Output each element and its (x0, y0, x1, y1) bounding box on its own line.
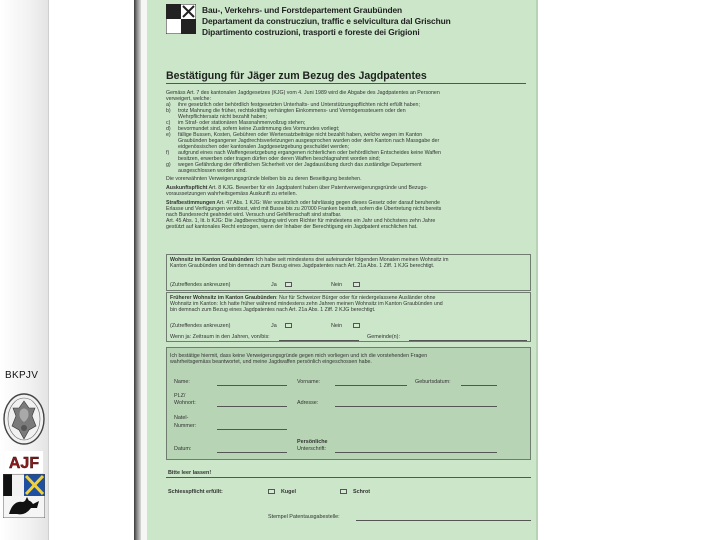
firstname-label: Vorname: (297, 379, 321, 385)
list-item: wegen Gefährdung der öffentlichen Sicherheit vor der Jagdausübung durch das zuständige Departement (178, 162, 422, 168)
ajf-logo-icon (5, 451, 43, 473)
list-marker: d) (166, 126, 171, 132)
list-item: trotz Mahnung die früher, rechtskräftig verhängten Einkommens- und Vermögenssteuern oder den (178, 108, 406, 114)
signature-field[interactable] (335, 452, 497, 453)
stamp-label: Stempel Patentausgabestelle: (268, 514, 340, 520)
signature-label: Persönliche (297, 439, 328, 445)
straf-text: gestützt auf kantonales Recht entzogen, wenn der Inhaber der Berechtigung ein Jagdpatent erschlichen hat. (166, 224, 418, 230)
residence-text-line: : Ich habe seit mindestens drei aufeinander folgenden Monaten meinen Wohnsitz im (253, 257, 449, 263)
list-item: ihre gesetzlich oder behördlich festgesetzten Unterhalts- und Unterstützungspflichten nicht erfüllt haben; (178, 102, 420, 108)
former-residence-no-label: Nein (331, 323, 343, 329)
closing-line: Die vorerwähnten Verweigerungsgründe bleiben bis zu deren Beseitigung bestehen. (166, 176, 362, 182)
straf-text: Art. 45 Abs. 1, lit. b KJG: Die Jagdberechtigung wird vom Richter für mindestens ein Jahr und höchstens zehn Jahre (166, 218, 436, 224)
former-residence-hint: (Zutreffendes ankreuzen) (170, 323, 231, 329)
stamp-field[interactable] (356, 520, 531, 521)
mobile-label: Natel- (174, 415, 189, 421)
list-item: ausgeschlossen worden sind. (178, 168, 247, 174)
scanned-form (147, 0, 536, 540)
list-item: bevormundet sind, sofern keine Zustimmung des Vormundes vorliegt; (178, 126, 340, 132)
list-item: Graubünden begangener Jagdrechtsverletzungen ausgesprochen wurden oder dem Kanton nach Massgabe der (178, 138, 440, 144)
former-residence-text-line: Wohnsitz im Kanton: Ich hatte früher während mindestens zehn Jahren meinen Wohnsitz im Kanton Graubünden und (170, 301, 443, 307)
former-residence-section (166, 292, 531, 342)
department-name-german: Bau-, Verkehrs- und Forstdepartement Graubünden (202, 5, 403, 15)
residence-yes-checkbox[interactable] (285, 282, 292, 287)
residence-heading: Wohnsitz im Kanton Graubünden (170, 257, 254, 263)
list-item: eidgenössischen oder kantonalen Jagdgesetzgebung geschuldet werden; (178, 144, 350, 150)
department-logo-icon (166, 4, 196, 34)
office-use-title: Bitte leer lassen! (168, 470, 212, 476)
list-marker: b) (166, 108, 171, 114)
list-item: Wehrpflichtersatz nicht bezahlt haben; (178, 114, 267, 120)
list-item: im Straf- oder stationären Massnahmenvollzug stehen; (178, 120, 306, 126)
former-residence-yes-label: Ja (271, 323, 277, 329)
auskunft-text: Art. 8 KJG. Bewerber für ein Jagdpatent haben über Patentverweigerungsgründe und Bezugs- (207, 185, 428, 191)
straf-heading: Strafbestimmungen (166, 200, 216, 206)
confirmation-text: wahrheitsgemäss beantwortet, und meine Jagdwaffen persönlich eingeschossen habe. (170, 359, 372, 365)
date-label: Datum: (174, 446, 192, 452)
list-marker: e) (166, 132, 171, 138)
municipality-label: Gemeinde(n): (367, 334, 400, 340)
address-field[interactable] (335, 406, 497, 407)
date-field[interactable] (217, 452, 287, 453)
scan-shadow (134, 0, 141, 540)
list-item: besitzen, erwerben oder tragen dürfen oder deren Waffen beschlagnahmt worden sind; (178, 156, 380, 162)
sidebar-label: BKPJV (5, 370, 39, 381)
address-label: Adresse: (297, 400, 319, 406)
residence-no-label: Nein (331, 282, 343, 288)
form-title: Bestätigung für Jäger zum Bezug des Jagdpatentes (166, 70, 427, 82)
intro-line: Gemäss Art. 7 des kantonalen Jagdgesetzes (KJG) vom 4. Juni 1989 wird die Abgabe des Jagdpatentes an Personen (166, 90, 440, 96)
confirmation-section (166, 347, 531, 460)
residence-text-line: Kanton Graubünden und bin demnach zum Bezug eines Jagdpatentes nach Art. 21a Abs. 1 Ziff. 1 KJG berechtigt. (170, 263, 435, 269)
zip-city-field[interactable] (217, 406, 287, 407)
former-residence-text-line: bin demnach zum Bezug eines Jagdpatentes nach Art. 21a Abs. 1 Ziff. 2 KJG berechtigt. (170, 307, 376, 313)
firstname-field[interactable] (335, 385, 407, 386)
department-name-romansh: Departament da construcziun, traffic e selvicultura dal Grischun (202, 16, 451, 26)
auskunft-heading: Auskunftspflicht (166, 185, 208, 191)
name-label: Name: (174, 379, 190, 385)
period-label: Wenn ja: Zeitraum in den Jahren, von/bis: (170, 334, 270, 340)
ajf-logo (5, 451, 43, 473)
bullet-checkbox[interactable] (268, 489, 275, 494)
straf-text: nach Bundesrecht geahndet wird. Versuch und Gehilfenschaft sind strafbar. (166, 212, 342, 218)
former-residence-heading: Früherer Wohnsitz im Kanton Graubünden (170, 295, 277, 301)
municipality-field[interactable] (409, 340, 527, 341)
shot-checkbox[interactable] (340, 489, 347, 494)
residence-section (166, 254, 531, 291)
name-field[interactable] (217, 385, 287, 386)
shot-label: Schrot (353, 489, 371, 495)
bullet-label: Kugel (281, 489, 296, 495)
list-item: fällige Bussen, Kosten, Gebühren oder Wertersatzbeiträge nicht bezahlt haben, welche wegen im Kanton (178, 132, 423, 138)
list-item: aufgrund eines nach Waffengesetzgebung ergangenen richterlichen oder behördlichen Entscheides keine Waffen (178, 150, 441, 156)
seal-logo-icon (2, 392, 46, 446)
intro-line: verweigert, welche: (166, 96, 211, 102)
birthdate-field[interactable] (461, 385, 497, 386)
list-marker: g) (166, 162, 171, 168)
left-sidebar (0, 0, 49, 540)
list-marker: c) (166, 120, 171, 126)
straf-text: Erlasse und Verfügungen verstösst, wird mit Busse bis zu 20'000 Franken bestraft, sofern die Übertretung nicht bereits (166, 206, 442, 212)
former-residence-no-checkbox[interactable] (353, 323, 360, 328)
straf-text: Art. 47 Abs. 1 KJG: Wer vorsätzlich oder fahrlässig gegen dieses Gesetz oder darauf beruhende (215, 200, 440, 206)
former-residence-text-line: : Nur für Schweizer Bürger oder für niedergelassene Ausländer ohne (276, 295, 436, 301)
residence-no-checkbox[interactable] (353, 282, 360, 287)
office-use-rule (166, 477, 531, 478)
zip-label: PLZ/ (174, 393, 186, 399)
list-marker: f) (166, 150, 170, 156)
signature-label-2: Unterschrift: (297, 446, 327, 452)
shooting-requirement-label: Schiesspflicht erfüllt: (168, 489, 223, 495)
paper-right-edge (536, 0, 538, 540)
residence-hint: (Zutreffendes ankreuzen) (170, 282, 231, 288)
department-name-italian: Dipartimento costruzioni, trasporti e foreste dei Grigioni (202, 27, 420, 37)
title-rule (166, 83, 526, 84)
confirmation-text: Ich bestätige hiermit, dass keine Verweigerungsgründe gegen mich vorliegen und ich die vorstehenden Fragen (170, 353, 428, 359)
list-marker: a) (166, 102, 171, 108)
residence-yes-label: Ja (271, 282, 277, 288)
birthdate-label: Geburtsdatum: (415, 379, 451, 385)
ajf-logo-text: AJF (8, 455, 40, 472)
canton-coat-of-arms-icon (3, 474, 45, 518)
city-label: Wohnort: (174, 400, 196, 406)
auskunft-text: voraussetzungen wahrheitsgemäss Auskunft zu erteilen. (166, 191, 298, 197)
mobile-field[interactable] (217, 429, 287, 430)
period-field[interactable] (279, 340, 359, 341)
former-residence-yes-checkbox[interactable] (285, 323, 292, 328)
mobile-label-2: Nummer: (174, 423, 197, 429)
